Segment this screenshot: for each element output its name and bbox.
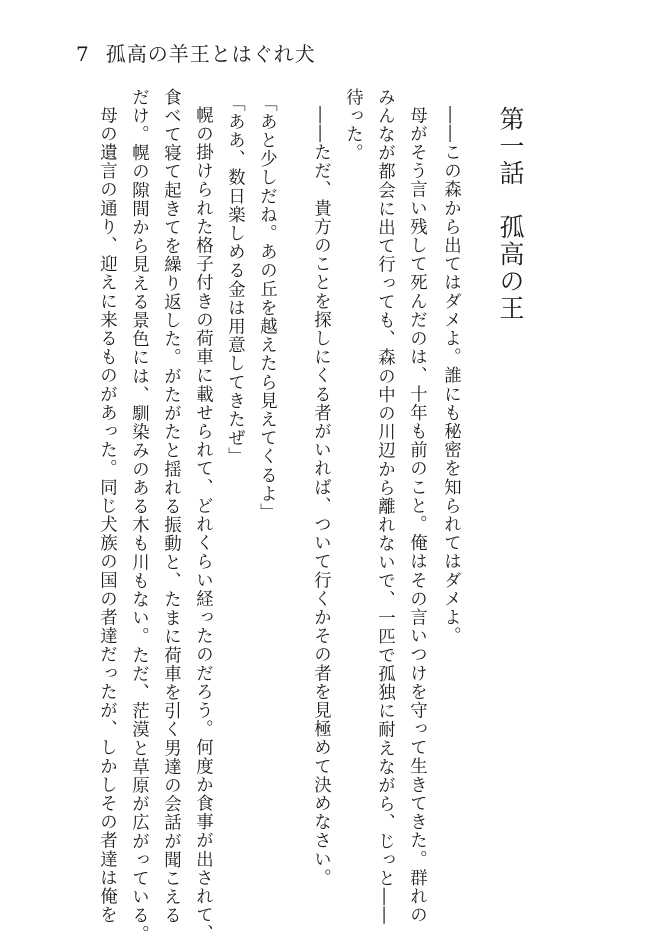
text-column: みんなが都会に出て行っても、森の中の川辺から離れないで、一匹で孤独に耐えながら、じっと―― (374, 88, 395, 925)
text-column: ――この森から出てはダメよ。誰にも秘密を知られてはダメよ。 (440, 106, 461, 646)
text-column: 待った。 (342, 88, 363, 163)
text-column: 「ああ、数日楽しめる金は用意してきたぜ」 (224, 94, 245, 466)
page-number: 7 (76, 42, 90, 66)
text-column: 「あと少しだね。あの丘を越えたら見えてくるよ」 (256, 94, 277, 522)
book-title: 孤高の羊王とはぐれ犬 (105, 42, 316, 66)
chapter-title: 第一話 孤高の王 (496, 106, 525, 322)
running-header (76, 38, 316, 67)
text-column: 食べて寝て起きてを繰り返した。がたがたと揺れる振動と、たまに荷車を引く男達の会話が聞こえる (160, 88, 181, 925)
text-column: 母がそう言い残して死んだのは、十年も前のこと。俺はその言いつけを守って生きてきた。群れの (406, 106, 427, 925)
text-column: 幌の掛けられた格子付きの荷車に載せられて、どれくらい経ったのだろう。何度か食事が出されて、 (192, 106, 213, 943)
text-column: 母の遺言の通り、迎えに来るものがあった。同じ犬族の国の者達だったが、しかしその者達は俺を (96, 106, 117, 925)
text-column: だけ。幌の隙間から見える景色には、馴染みのある木も川もない。ただ、茫漠と草原が広がっている。 (128, 88, 149, 944)
text-column: ――ただ、貴方のことを探しにくる者がいれば、ついて行くかその者を見極めて決めなさい。 (310, 106, 331, 888)
